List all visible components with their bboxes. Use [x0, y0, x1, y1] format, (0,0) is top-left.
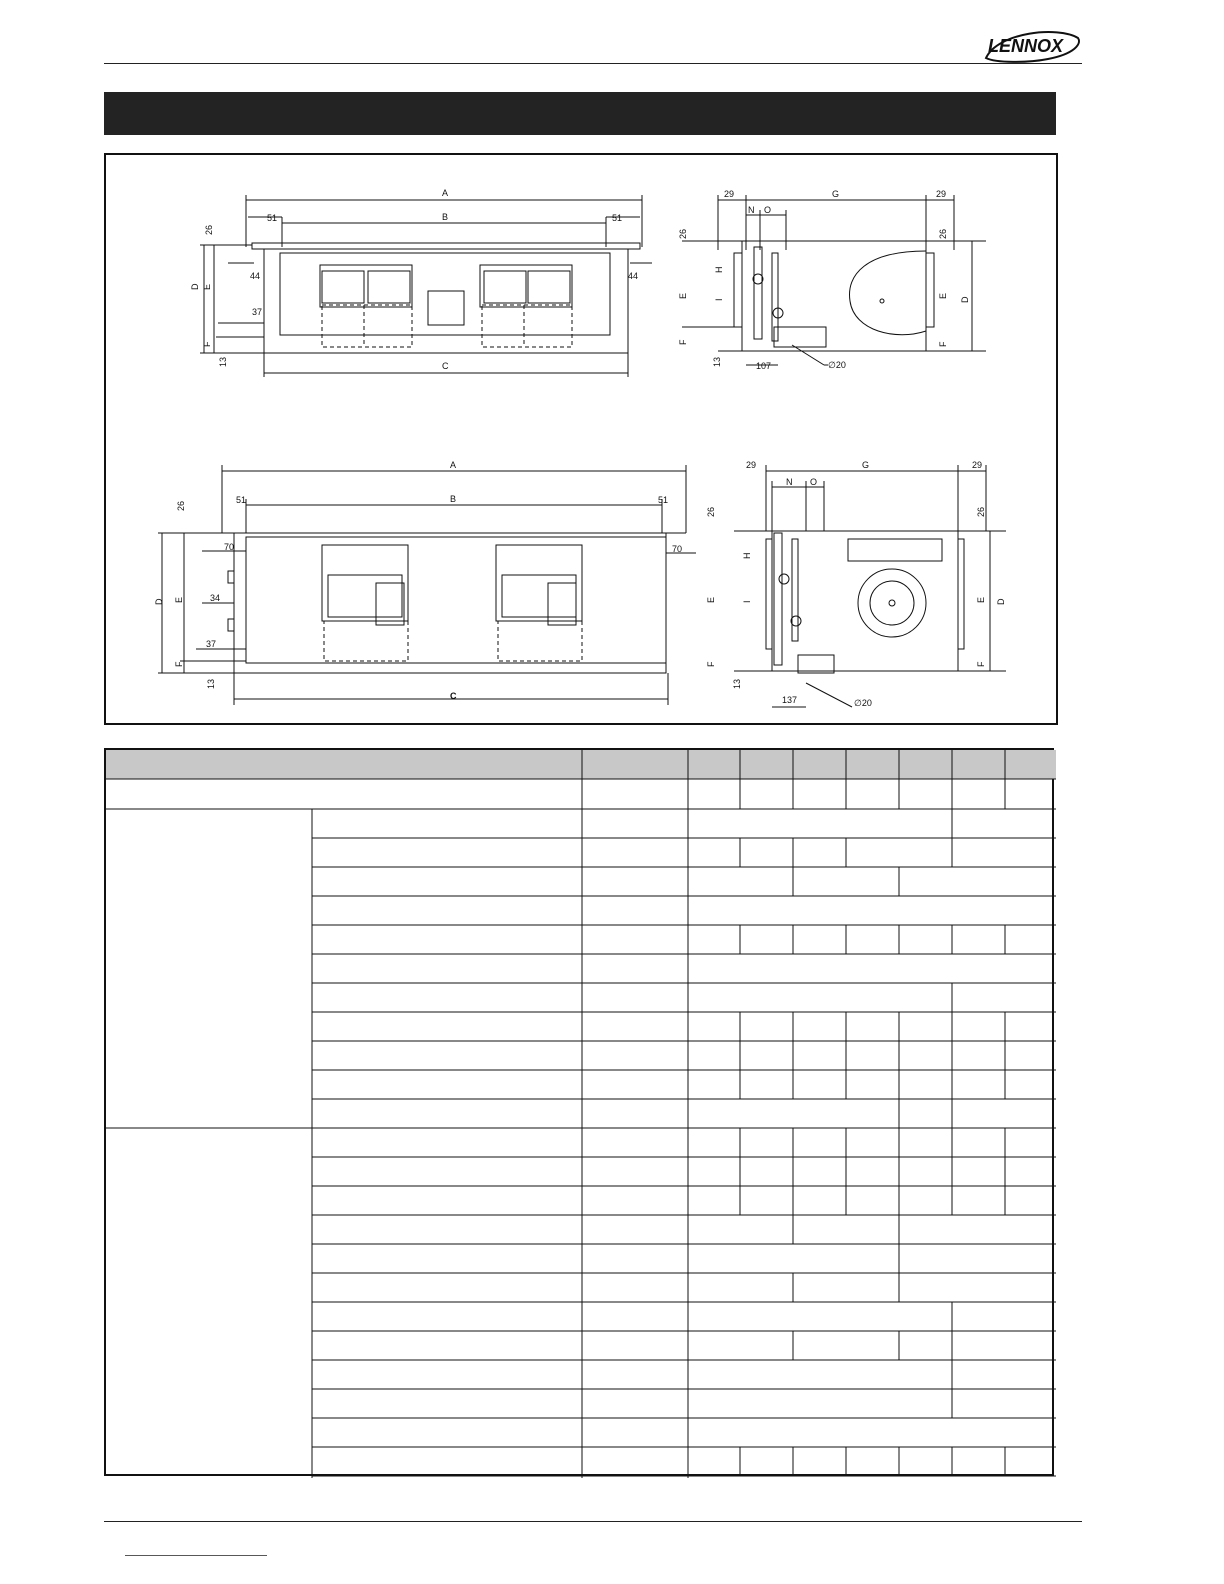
dim-F2-top-side: F: [938, 341, 948, 347]
dim-26a-bottom-side: 26: [706, 506, 716, 517]
dim-70a-bottom: 70: [224, 542, 235, 552]
dimension-drawings-frame: [104, 153, 1058, 725]
dim-29a-top-side: 29: [724, 189, 735, 199]
dim-137-bottom-side: 137: [782, 695, 798, 705]
dimension-drawings: [106, 155, 1056, 723]
dim-G-bottom-side: G: [862, 460, 870, 470]
dim-13-top-side: 13: [712, 356, 722, 367]
dim-13-top: 13: [218, 356, 228, 367]
specification-table-grid: [106, 750, 1056, 1478]
dim-E-top-side: E: [678, 292, 688, 299]
dim-E2-top-side: E: [938, 292, 948, 299]
dim-F-top: F: [202, 341, 212, 347]
dim-O-top-side: O: [764, 205, 772, 215]
dim-D-bottom: D: [154, 598, 164, 605]
dim-37-bottom: 37: [206, 639, 217, 649]
dim-D-top: D: [190, 283, 200, 290]
dim-26-bottom: 26: [176, 500, 186, 511]
dim-E-bottom: E: [174, 596, 184, 603]
dim-26-top: 26: [204, 224, 214, 235]
dim-phi-bottom-side: ∅20: [854, 698, 872, 708]
dim-B-bottom: B: [450, 494, 457, 504]
dim-E2-bottom-side: E: [976, 596, 986, 603]
dim-34-bottom: 34: [210, 593, 221, 603]
dim-D-top-side: D: [960, 296, 970, 303]
dim-B-top: B: [442, 212, 449, 222]
dim-26b-top-side: 26: [938, 228, 948, 239]
footer-rule: [104, 1521, 1082, 1522]
dim-26a-top-side: 26: [678, 228, 688, 239]
dim-A-bottom: A: [450, 460, 457, 470]
dim-51a-top: 51: [267, 213, 278, 223]
side-view-small: [682, 195, 986, 365]
dim-13-bottom: 13: [206, 678, 216, 689]
dim-51a-bottom: 51: [236, 495, 247, 505]
dim-F-bottom: F: [174, 661, 184, 667]
dim-I-bottom-side: I: [742, 600, 752, 603]
dim-F-bottom-side: F: [706, 661, 716, 667]
dim-phi-top-side: ∅20: [828, 360, 846, 370]
dim-H-top-side: H: [714, 266, 724, 273]
logo-text: LENNOX: [988, 36, 1064, 56]
dim-44b-top: 44: [628, 271, 639, 281]
dim-I-top-side: I: [714, 298, 724, 301]
dim-F2-bottom-side: F: [976, 661, 986, 667]
dim-13-bottom-side: 13: [732, 678, 742, 689]
footer-link-underline: [125, 1555, 267, 1556]
dim-F-top-side: F: [678, 339, 688, 345]
dim-E-top: E: [202, 283, 212, 290]
dim-N-top-side: N: [748, 205, 755, 215]
dim-29a-bottom-side: 29: [746, 460, 757, 470]
dim-70b-bottom: 70: [672, 544, 683, 554]
dim-N-bottom-side: N: [786, 477, 793, 487]
header-rule: [104, 63, 1082, 64]
dim-37-top: 37: [252, 307, 263, 317]
dim-29b-bottom-side: 29: [972, 460, 983, 470]
dim-A-top: A: [442, 188, 449, 198]
dim-26b-bottom-side: 26: [976, 506, 986, 517]
dim-O-bottom-side: O: [810, 477, 818, 487]
dim-G-top-side: G: [832, 189, 840, 199]
dim-E-bottom-side: E: [706, 596, 716, 603]
side-view-large: [734, 465, 1006, 707]
dim-D-bottom-side: D: [996, 598, 1006, 605]
dim-H-bottom-side: H: [742, 552, 752, 559]
dim-51b-bottom: 51: [658, 495, 669, 505]
section-title-bar: [104, 92, 1056, 135]
lennox-logo: [978, 28, 1082, 64]
dim-29b-top-side: 29: [936, 189, 947, 199]
dim-44a-top: 44: [250, 271, 261, 281]
dim-107-top-side: 107: [756, 361, 772, 371]
dim-51b-top: 51: [612, 213, 623, 223]
specification-table: [104, 748, 1054, 1476]
dim-C-top: C: [442, 361, 449, 371]
dim-C-bottom: C: [450, 691, 457, 701]
